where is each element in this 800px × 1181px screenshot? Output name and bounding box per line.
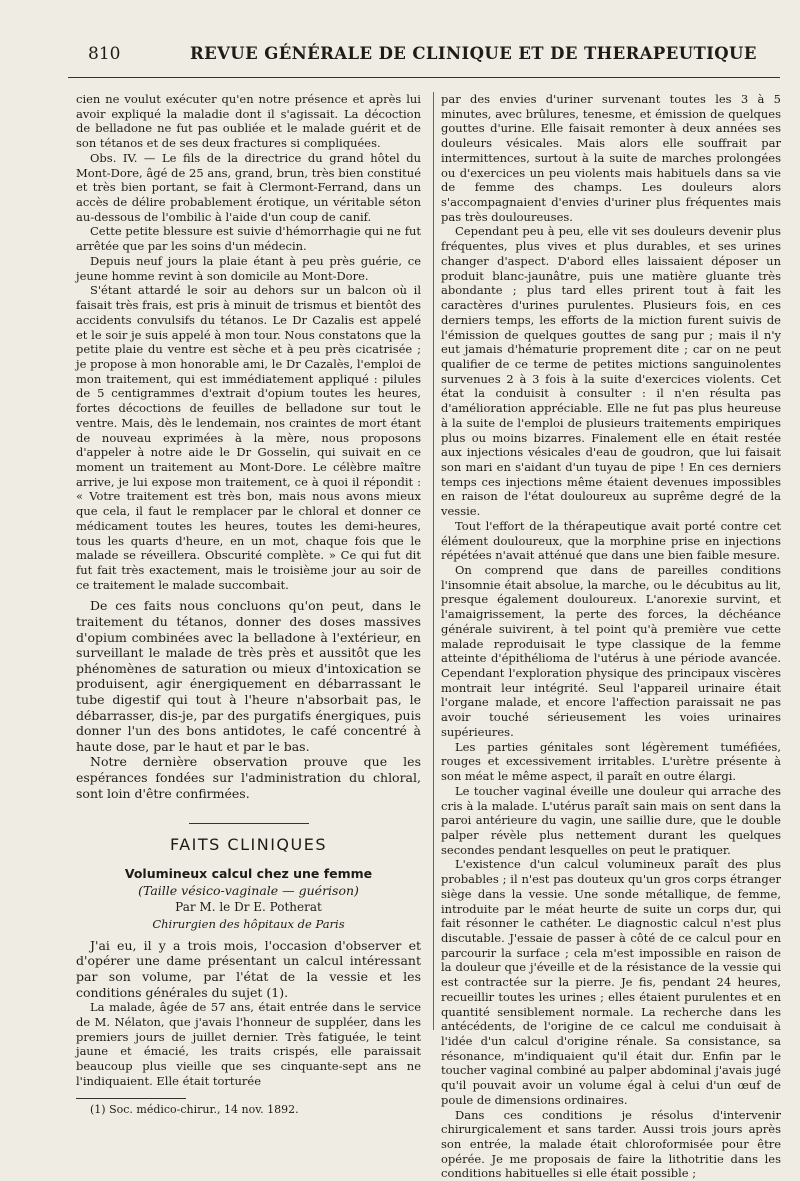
paragraph: J'ai eu, il y a trois mois, l'occasion d'observer et d'opérer une dame présentant un calcul intéressant par son volume, par l'état de la vessie et les conditions générales du sujet (1). <box>76 937 421 1000</box>
author-role: Chirurgien des hôpitaux de Paris <box>152 917 345 932</box>
paragraph: Dans ces conditions je résolus d'intervenir chirurgicalement et sans tarder. Aussi trois jours après son entrée, la malade était chloroformisée pour être opérée. Je me proposais de faire la lithotritie dans les conditions habituelles si elle était possible ; <box>441 1107 781 1181</box>
paragraph: S'étant attardé le soir au dehors sur un balcon où il faisait très frais, est pris à minuit de trismus et bientôt des accidents convulsifs du tétanos. Le Dr Cazalis est appelé et le soir je suis appelé à mon tour. Nous constatons que la petite plaie du ventre est sèche et à peu près cicatrisée ; je propose à mon honorable ami, le Dr Cazalès, l'emploi de mon traitement, qui est immédiatement appliqué : pilules de 5 centigrammes d'extrait d'opium toutes les heures, fortes décoctions de feuilles de belladone sur tout le ventre. Mais, dès le lendemain, nos craintes de mort étant de nouveau exprimées à la mère, nous proposons d'appeler à notre aide le Dr Gosselin, qui suivait en ce moment un traitement au Mont-Dore. Le célèbre maître arrive, je lui expose mon traitement, ce à quoi il répondit : « Votre traitement est très bon, mais nous avons mieux que cela, il faut le remplacer par le chloral et donner ce médicament toutes les heures, toutes les demi-heures, tous les quarts d'heure, en un mot, chaque fois que le malade se réveillera. Obscurité complète. » Ce qui fut dit fut fait très exactement, mais le troisième jour au soir de ce traitement le malade succombait. <box>76 283 421 592</box>
column-divider <box>433 92 434 1030</box>
paragraph: Tout l'effort de la thérapeutique avait porté contre cet élément douloureux, que la morphine prise en injections répétées n'avait atténué que dans une bien faible mesure. <box>441 518 781 563</box>
article-title: Volumineux calcul chez une femme <box>124 865 373 881</box>
paragraph: L'existence d'un calcul volumineux paraît des plus probables ; il n'est pas douteux qu'un gros corps étranger siège dans la vessie. Une sonde métallique, de femme, introduite par le méat heurte de suite un corps dur, qui fait résonner le cathéter. Le diagnostic calcul n'est plus discutable. J'essaie de passer à côté de ce calcul pour en parcourir la surface ; cela m'est impossible en raison de la douleur que j'éveille et de la résistance de la vessie qui est contractée sur la pierre. Je fis, pendant 24 heures, recueillir toutes les urines ; elles étaient purulentes et en quantité sensiblement normale. La recherche dans les antécédents, de l'origine de ce calcul me conduisait à l'idée d'un calcul d'origine rénale. Sa consistance, sa résonance, m'indiquaient qu'il était dur. Enfin par le toucher vaginal combiné au palper abdominal j'avais jugé qu'il pouvait avoir un volume égal à celui d'un œuf de poule de dimensions ordinaires. <box>441 857 781 1107</box>
page-number: 810 <box>88 44 121 64</box>
running-title: REVUE GÉNÉRALE DE CLINIQUE ET DE THERAPEUTIQUE <box>190 44 757 63</box>
paragraph: Obs. IV. — Le fils de la directrice du grand hôtel du Mont-Dore, âgé de 25 ans, grand, brun, très bien constitué et très bien portant, se fait à Clermont-Ferrand, dans un accès de délire probablement érotique, un véritable séton au-dessous de l'ombilic à l'aide d'un coup de canif. <box>76 150 421 224</box>
paragraph: La malade, âgée de 57 ans, était entrée dans le service de M. Nélaton, que j'avais l'honneur de suppléer, dans les premiers jours de juillet dernier. Très fatiguée, le teint jaune et émacié, les traits crispés, elle paraissait beaucoup plus vieille que ses cinquante-sept ans ne l'indiquaient. Elle était torturée <box>76 1000 421 1088</box>
paragraph: Cependant peu à peu, elle vit ses douleurs devenir plus fréquentes, plus vives et plus durables, et ses urines changer d'aspect. D'abord elles laissaient déposer un produit blanc-jaunâtre, puis une matière gluante très abondante ; plus tard elles prirent tout à fait les caractères d'urines purulentes. Plusieurs fois, en ces derniers temps, les efforts de la miction furent suivis de l'émission de quelques gouttes de sang pur ; mais il n'y eut jamais d'hématurie proprement dite ; car on ne peut qualifier de ce terme de petites mictions sanguinolentes survenues 2 à 3 fois à la suite d'exercices violents. Cet état la conduisit à consulter : il n'en résulta pas d'amélioration appréciable. Elle ne fut pas plus heureuse à la suite de l'emploi de plusieurs traitements empiriques plus ou moins bizarres. Finalement elle en était restée aux injections vésicales d'eau de goudron, que lui faisait son mari en s'aidant d'un tuyau de pipe ! En ces derniers temps ces injections même étaient devenues impossibles en raison de l'état douloureux au suprême degré de la vessie. <box>441 224 781 519</box>
page-header <box>70 40 776 70</box>
header-rule <box>68 77 780 78</box>
left-column <box>76 92 421 1118</box>
section-divider <box>189 823 309 824</box>
article-subtitle: (Taille vésico-vaginale — guérison) <box>138 882 359 898</box>
paragraph: De ces faits nous concluons qu'on peut, dans le traitement du tétanos, donner des doses massives d'opium combinées avec la belladone à l'extérieur, en surveillant le malade de très près et aussitôt que les phénomènes de saturation ou mieux d'intoxication se produisent, agir énergiquement en débarrassant le tube digestif qui tout à l'heure n'absorbait pas, le débarrasser, dis-je, par des purgatifs énergiques, puis donner l'un des bons antidotes, le café concentré à haute dose, par le haut et par le bas. <box>76 598 421 754</box>
paragraph: Notre dernière observation prouve que les espérances fondées sur l'administration du chloral, sont loin d'être confirmées. <box>76 754 421 801</box>
paragraph: Cette petite blessure est suivie d'hémorrhagie qui ne fut arrêtée que par les soins d'un médecin. <box>76 224 421 254</box>
article-author: Par M. le Dr E. Potherat <box>175 900 322 915</box>
section-title: FAITS CLINIQUES <box>170 835 327 855</box>
footnote-rule <box>76 1098 186 1099</box>
right-column <box>441 92 781 1181</box>
paragraph: Depuis neuf jours la plaie étant à peu près guérie, ce jeune homme revint à son domicile au Mont-Dore. <box>76 253 421 283</box>
paragraph: On comprend que dans de pareilles conditions l'insomnie était absolue, la marche, ou le décubitus au lit, presque également douloureux. L'anorexie survint, et l'amaigrissement, la perte des forces, la déchéance générale suivirent, à tel point qu'à première vue cette malade reproduisait le type classique de la femme atteinte d'épithélioma de l'utérus à une période avancée. Cependant l'exploration physique des principaux viscères montrait leur intégrité. Seul l'appareil urinaire était l'organe malade, et encore l'affection paraissait ne pas avoir touché sérieusement les voies urinaires supérieures. <box>441 563 781 739</box>
paragraph: cien ne voulut exécuter qu'en notre présence et après lui avoir expliqué la maladie dont il s'agissait. La décoction de belladone ne fut pas oubliée et le malade guérit et de son tétanos et de ses deux fractures si compliquées. <box>76 92 421 151</box>
paragraph: par des envies d'uriner survenant toutes les 3 à 5 minutes, avec brûlures, tenesme, et émission de quelques gouttes d'urine. Elle faisait remonter à deux années ses douleurs vésicales. Mais alors elle souffrait par intermittences, surtout à la suite de marches prolongées ou d'exercices un peu violents mais habituels dans sa vie de femme des champs. Les douleurs alors s'accompagnaient d'envies d'uriner plus fréquentes mais pas très douloureuses. <box>441 92 781 224</box>
paragraph: Le toucher vaginal éveille une douleur qui arrache des cris à la malade. L'utérus paraît sain mais on sent dans la paroi antérieure du vagin, une saillie dure, que le double palper révèle plus nettement durant les quelques secondes pendant lesquelles on peut le pratiquer. <box>441 783 781 857</box>
paragraph: Les parties génitales sont légèrement tuméfiées, rouges et excessivement irritables. L'urètre présente à son méat le même aspect, il paraît en outre élargi. <box>441 739 781 784</box>
footnote: (1) Soc. médico-chirur., 14 nov. 1892. <box>90 1103 299 1117</box>
